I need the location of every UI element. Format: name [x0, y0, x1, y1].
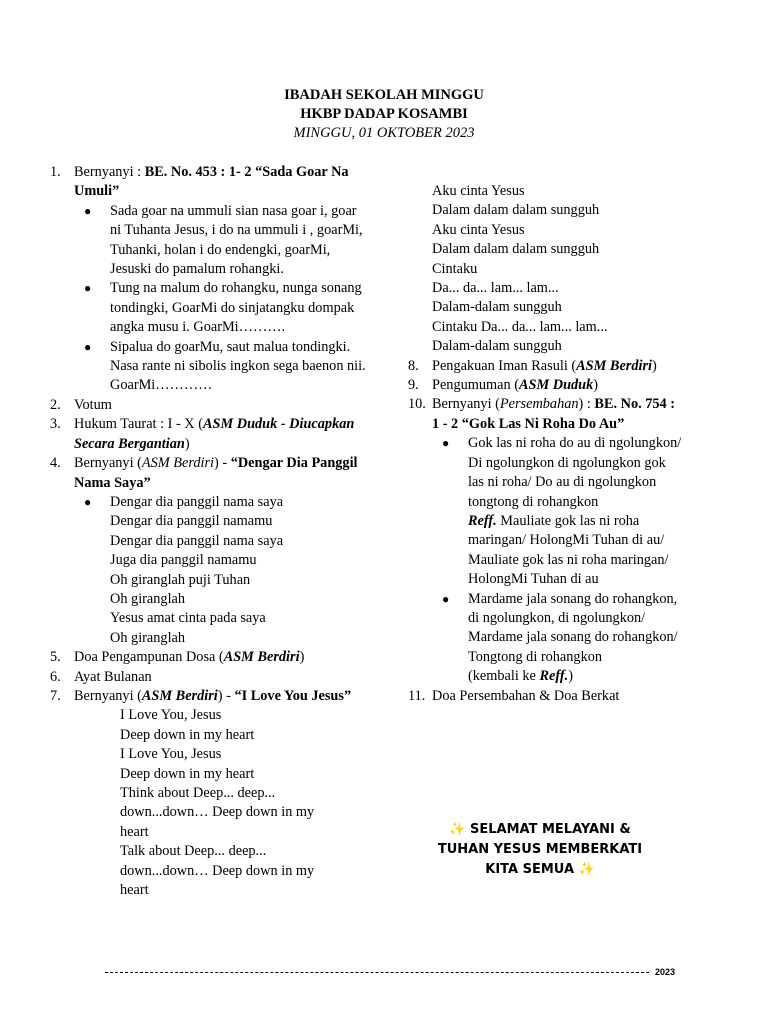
lyrics-block: I Love You, Jesus Deep down in my heart I Love You, Jesus Deep down in my heart Think about Deep... deep... down...down… Deep down in my heart Talk about Deep... deep... down...down… Deep down in my heart [120, 707, 315, 899]
bullet-item: ● Mardame jala sonang do rohangkon, di ngolungkon, di ngolungkon/ Mardame jala sonang do rohangkon/ Tongtong di rohangkon (kembali ke Reff.) [442, 590, 683, 687]
list-item-1: 1. Bernyanyi : BE. No. 453 : 1- 2 “Sada Goar Na Umuli” [50, 164, 349, 200]
lyrics-continuation: Aku cinta Yesus Dalam dalam dalam sungguh Aku cinta Yesus Dalam dalam dalam sungguh Cintaku Da... da... lam... lam... Dalam-dalam sungguh Cintaku Da... da... lam... lam... Dalam-dalam sungguh [432, 183, 608, 355]
list-item-7: 7. Bernyanyi (ASM Berdiri) - “I Love You Jesus” [50, 687, 352, 704]
bullet-item: ● Gok las ni roha do au di ngolungkon/ Di ngolungkon di ngolungkon gok las ni roha/ Do au di ngolungkon tongtong di rohangkon Reff. Mauliate gok las ni roha maringan/ HolongMi Tuhan di au/ Mauliate gok las ni roha maringan/ HolongMi Tuhan di au [442, 434, 683, 589]
bullet-dot-icon: ● [84, 494, 92, 509]
list-item-9: 9. Pengumuman (ASM Duduk) [408, 377, 599, 394]
footer-divider [105, 972, 649, 973]
left-column [50, 163, 370, 900]
list-item-10: 10. Bernyanyi (Persembahan) : BE. No. 754 : 1 - 2 “Gok Las Ni Roha Do Au” [408, 396, 676, 432]
sparkles-icon: ✨ [449, 822, 466, 837]
page-footer [105, 965, 675, 979]
document-header [0, 86, 768, 143]
list-item-2: 2. Votum [50, 396, 112, 413]
date-line: MINGGU, 01 OKTOBER 2023 [293, 125, 475, 141]
bullet-dot-icon: ● [84, 203, 92, 218]
bullet-item: ● Sipalua do goarMu, saut malua tondingki. Nasa rante ni sibolis ingkon sega baenon nii. GoarMi………… [84, 338, 370, 396]
footer-year: 2023 [654, 967, 675, 977]
list-item-3: 3. Hukum Taurat : I - X (ASM Duduk - Diucapkan Secara Bergantian) [50, 416, 355, 452]
bullet-dot-icon: ● [84, 281, 92, 296]
list-item-5: 5. Doa Pengampunan Dosa (ASM Berdiri) [50, 649, 305, 666]
list-item-11: 11. Doa Persembahan & Doa Berkat [408, 687, 620, 704]
bullet-item: ● Tung na malum do rohangku, nunga sonang tondingki, GoarMi do sinjatangku dompak angka musu i. GoarMi………. [84, 279, 370, 337]
bullet-item: ● Sada goar na ummuli sian nasa goar i, goar ni Tuhanta Jesus, i do na ummuli i , goarMi, Tuhanki, holan i do endengki, goarMi, Jesuski do pamalum rohangki. [84, 202, 370, 280]
bullet-dot-icon: ● [84, 339, 92, 354]
blessing-message: ✨ SELAMAT MELAYANI & TUHAN YESUS MEMBERKATI KITA SEMUA ✨ [437, 822, 643, 877]
lyrics-block: ● Dengar dia panggil nama saya Dengar dia panggil namamu Dengar dia panggil nama saya Juga dia panggil namamu Oh giranglah puji Tuhan Oh giranglah Yesus amat cinta pada saya Oh giranglah [84, 493, 370, 648]
list-item-6: 6. Ayat Bulanan [50, 668, 152, 685]
title-line-2: HKBP DADAP KOSAMBI [300, 106, 468, 122]
right-column [408, 182, 683, 706]
bullet-dot-icon: ● [442, 591, 450, 606]
list-item-8: 8. Pengakuan Iman Rasuli (ASM Berdiri) [408, 357, 657, 374]
bullet-dot-icon: ● [442, 436, 450, 451]
list-item-4: 4. Bernyanyi (ASM Berdiri) - “Dengar Dia Panggil Nama Saya” [50, 455, 358, 491]
sparkles-icon: ✨ [578, 862, 595, 877]
title-line-1: IBADAH SEKOLAH MINGGU [284, 87, 484, 103]
